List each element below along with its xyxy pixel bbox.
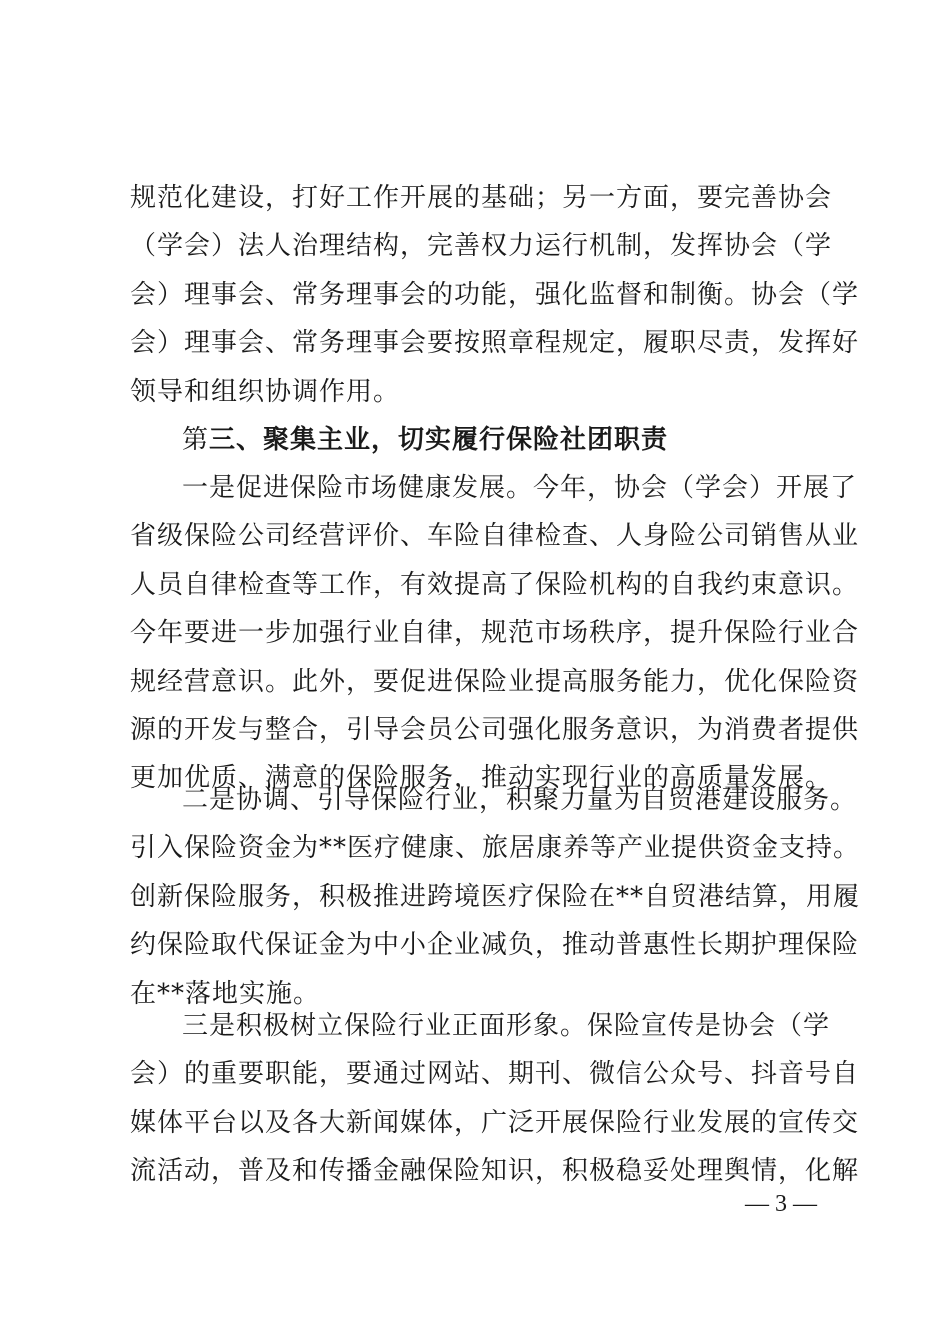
- text-line: 媒体平台以及各大新闻媒体，广泛开展保险行业发展的宣传交: [130, 1107, 860, 1138]
- paragraph-two: [130, 776, 861, 1018]
- paragraph-one: [130, 464, 860, 803]
- text-line: 二是协调、引导保险行业，积聚力量为自贸港建设服务。: [182, 785, 858, 815]
- text-line: 创新保险服务，积极推进跨境医疗保险在**自贸港结算，用履: [130, 881, 861, 912]
- text-line: 流活动，普及和传播金融保险知识，积极稳妥处理舆情，化解: [130, 1156, 860, 1187]
- paragraph-three: [130, 1002, 860, 1196]
- text-line: 源的开发与整合，引导会员公司强化服务意识，为消费者提供: [130, 714, 860, 745]
- text-line: 领导和组织协调作用。: [130, 376, 401, 407]
- section-heading-line: [130, 416, 820, 464]
- section-heading: [130, 416, 820, 464]
- section-heading-prefix: 第: [182, 425, 210, 455]
- text-line: 会）理事会、常务理事会的功能，强化监督和制衡。协会（学: [130, 279, 860, 310]
- text-line: 人员自律检查等工作，有效提高了保险机构的自我约束意识。: [130, 569, 860, 600]
- text-line: 规经营意识。此外，要促进保险业提高服务能力，优化保险资: [130, 666, 860, 697]
- text-line: 会）理事会、常务理事会要按照章程规定，履职尽责，发挥好: [130, 328, 860, 359]
- paragraph-continuation: [130, 174, 860, 416]
- section-heading-title: 三、聚集主业，切实履行保险社团职责: [209, 425, 669, 455]
- text-line: 三是积极树立保险行业正面形象。保险宣传是协会（学: [182, 1011, 831, 1041]
- text-line: 在**落地实施。: [130, 978, 321, 1009]
- text-line: 会）的重要职能，要通过网站、期刊、微信公众号、抖音号自: [130, 1059, 860, 1090]
- text-line: 规范化建设，打好工作开展的基础；另一方面，要完善协会: [130, 183, 833, 213]
- text-line: 约保险取代保证金为中小企业减负，推动普惠性长期护理保险: [130, 930, 860, 961]
- text-line: 引入保险资金为**医疗健康、旅居康养等产业提供资金支持。: [130, 833, 861, 864]
- page-number: — 3 —: [745, 1191, 817, 1217]
- text-line: 今年要进一步加强行业自律，规范市场秩序，提升保险行业合: [130, 618, 860, 649]
- text-line: 省级保险公司经营评价、车险自律检查、人身险公司销售从业: [130, 521, 860, 552]
- text-line: 更加优质、满意的保险服务，推动实现行业的高质量发展。: [130, 763, 833, 794]
- text-line: 一是促进保险市场健康发展。今年，协会（学会）开展了: [182, 473, 858, 503]
- text-line: （学会）法人治理结构，完善权力运行机制，发挥协会（学: [130, 231, 833, 262]
